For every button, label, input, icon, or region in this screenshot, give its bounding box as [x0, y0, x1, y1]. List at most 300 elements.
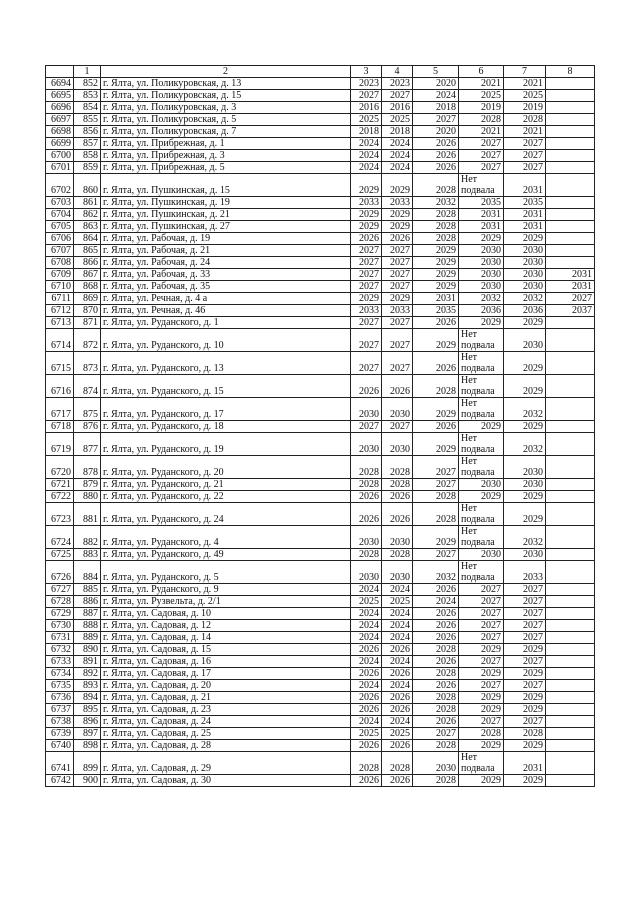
item-number-cell: 854: [74, 102, 101, 114]
address-cell: г. Ялта, ул. Рузвельта, д. 2/1: [101, 596, 351, 608]
year-col8-cell: [546, 775, 595, 787]
year-col8-cell: [546, 728, 595, 740]
year-col3-cell: 2026: [351, 375, 382, 398]
year-col8-cell: [546, 398, 595, 421]
year-col4-cell: 2026: [382, 503, 413, 526]
row-number-cell: 6702: [46, 174, 74, 197]
table-row: [46, 608, 595, 620]
year-col5-cell: 2026: [413, 352, 459, 375]
year-col7-cell: 2029: [504, 775, 546, 787]
year-col5-cell: 2029: [413, 245, 459, 257]
table-row: [46, 114, 595, 126]
row-number-cell: 6729: [46, 608, 74, 620]
row-number-cell: 6741: [46, 752, 74, 775]
year-col4-cell: 2027: [382, 317, 413, 329]
row-number-cell: 6698: [46, 126, 74, 138]
year-col4-cell: 2027: [382, 421, 413, 433]
year-col3-cell: 2027: [351, 329, 382, 352]
header-cell-3: 3: [351, 66, 382, 78]
row-number-cell: 6725: [46, 549, 74, 561]
col6-cell: 2029: [459, 704, 504, 716]
row-number-cell: 6732: [46, 644, 74, 656]
col6-cell: [459, 375, 504, 398]
year-col8-cell: [546, 608, 595, 620]
address-cell: г. Ялта, ул. Садовая, д. 14: [101, 632, 351, 644]
table-row: [46, 656, 595, 668]
row-number-cell: 6731: [46, 632, 74, 644]
year-col5-cell: 2029: [413, 257, 459, 269]
year-col8-cell: [546, 90, 595, 102]
year-col5-cell: 2024: [413, 596, 459, 608]
item-number-cell: 871: [74, 317, 101, 329]
year-col8-cell: [546, 668, 595, 680]
year-col5-cell: 2027: [413, 479, 459, 491]
item-number-cell: 857: [74, 138, 101, 150]
year-col4-cell: 2024: [382, 584, 413, 596]
year-col7-cell: 2029: [504, 503, 546, 526]
year-col4-cell: 2024: [382, 716, 413, 728]
table-row: [46, 421, 595, 433]
address-cell: г. Ялта, ул. Садовая, д. 30: [101, 775, 351, 787]
col6-cell: 2021: [459, 126, 504, 138]
item-number-cell: 858: [74, 150, 101, 162]
row-number-cell: 6740: [46, 740, 74, 752]
address-cell: г. Ялта, ул. Руданского, д. 18: [101, 421, 351, 433]
year-col4-cell: 2026: [382, 740, 413, 752]
table-row: [46, 138, 595, 150]
item-number-cell: 862: [74, 209, 101, 221]
year-col3-cell: 2027: [351, 269, 382, 281]
year-col7-cell: 2032: [504, 526, 546, 549]
table-row: [46, 209, 595, 221]
no-basement-line2: подвала: [461, 467, 495, 478]
row-number-cell: 6739: [46, 728, 74, 740]
address-cell: г. Ялта, ул. Садовая, д. 23: [101, 704, 351, 716]
address-cell: г. Ялта, ул. Прибрежная, д. 3: [101, 150, 351, 162]
no-basement-line1: Нет: [461, 375, 478, 386]
row-number-cell: 6717: [46, 398, 74, 421]
address-cell: г. Ялта, ул. Поликуровская, д. 15: [101, 90, 351, 102]
col6-cell: [459, 433, 504, 456]
year-col7-cell: 2028: [504, 114, 546, 126]
year-col8-cell: 2027: [546, 293, 595, 305]
row-number-cell: 6714: [46, 329, 74, 352]
item-number-cell: 894: [74, 692, 101, 704]
year-col5-cell: 2028: [413, 668, 459, 680]
col6-cell: [459, 352, 504, 375]
table-row: [46, 680, 595, 692]
year-col8-cell: [546, 561, 595, 584]
item-number-cell: 870: [74, 305, 101, 317]
row-number-cell: 6696: [46, 102, 74, 114]
item-number-cell: 896: [74, 716, 101, 728]
year-col5-cell: 2020: [413, 78, 459, 90]
address-cell: г. Ялта, ул. Рабочая, д. 24: [101, 257, 351, 269]
row-number-cell: 6727: [46, 584, 74, 596]
row-number-cell: 6738: [46, 716, 74, 728]
table-row: [46, 433, 595, 456]
year-col7-cell: 2030: [504, 479, 546, 491]
no-basement-line2: подвала: [461, 514, 495, 525]
year-col4-cell: 2030: [382, 398, 413, 421]
year-col4-cell: 2027: [382, 281, 413, 293]
col6-cell: 2031: [459, 221, 504, 233]
year-col3-cell: 2028: [351, 752, 382, 775]
item-number-cell: 878: [74, 456, 101, 479]
no-basement-line2: подвала: [461, 363, 495, 374]
year-col5-cell: 2029: [413, 329, 459, 352]
year-col3-cell: 2028: [351, 456, 382, 479]
year-col8-cell: [546, 329, 595, 352]
year-col7-cell: 2027: [504, 596, 546, 608]
year-col7-cell: 2036: [504, 305, 546, 317]
year-col4-cell: 2016: [382, 102, 413, 114]
year-col8-cell: [546, 209, 595, 221]
table-row: [46, 174, 595, 197]
year-col3-cell: 2026: [351, 644, 382, 656]
year-col7-cell: 2029: [504, 704, 546, 716]
year-col3-cell: 2026: [351, 491, 382, 503]
year-col4-cell: 2026: [382, 491, 413, 503]
year-col4-cell: 2026: [382, 692, 413, 704]
year-col7-cell: 2029: [504, 375, 546, 398]
year-col4-cell: 2030: [382, 433, 413, 456]
year-col5-cell: 2030: [413, 752, 459, 775]
year-col8-cell: [546, 479, 595, 491]
year-col4-cell: 2024: [382, 632, 413, 644]
address-cell: г. Ялта, ул. Поликуровская, д. 13: [101, 78, 351, 90]
item-number-cell: 868: [74, 281, 101, 293]
item-number-cell: 861: [74, 197, 101, 209]
year-col3-cell: 2025: [351, 596, 382, 608]
col6-cell: 2029: [459, 692, 504, 704]
year-col7-cell: 2030: [504, 329, 546, 352]
year-col8-cell: [546, 162, 595, 174]
row-number-cell: 6694: [46, 78, 74, 90]
table-row: [46, 257, 595, 269]
year-col8-cell: [546, 692, 595, 704]
row-number-cell: 6708: [46, 257, 74, 269]
year-col7-cell: 2030: [504, 549, 546, 561]
year-col8-cell: 2031: [546, 269, 595, 281]
year-col3-cell: 2026: [351, 503, 382, 526]
table-row: [46, 716, 595, 728]
row-number-cell: 6713: [46, 317, 74, 329]
year-col3-cell: 2024: [351, 162, 382, 174]
col6-cell: 2032: [459, 293, 504, 305]
year-col8-cell: [546, 174, 595, 197]
item-number-cell: 887: [74, 608, 101, 620]
year-col8-cell: [546, 233, 595, 245]
year-col8-cell: [546, 456, 595, 479]
item-number-cell: 898: [74, 740, 101, 752]
address-cell: г. Ялта, ул. Пушкинская, д. 27: [101, 221, 351, 233]
year-col5-cell: 2028: [413, 692, 459, 704]
col6-cell: 2027: [459, 656, 504, 668]
item-number-cell: 860: [74, 174, 101, 197]
no-basement-line2: подвала: [461, 572, 495, 583]
table-row: [46, 126, 595, 138]
year-col5-cell: 2029: [413, 398, 459, 421]
row-number-cell: 6723: [46, 503, 74, 526]
table-row: [46, 740, 595, 752]
header-cell-7: 7: [504, 66, 546, 78]
table-row: [46, 479, 595, 491]
year-col8-cell: [546, 126, 595, 138]
table-row: [46, 491, 595, 503]
address-cell: г. Ялта, ул. Руданского, д. 5: [101, 561, 351, 584]
year-col8-cell: [546, 352, 595, 375]
year-col4-cell: 2033: [382, 305, 413, 317]
col6-cell: [459, 526, 504, 549]
year-col7-cell: 2021: [504, 126, 546, 138]
year-col7-cell: 2030: [504, 257, 546, 269]
year-col8-cell: [546, 421, 595, 433]
year-col4-cell: 2024: [382, 620, 413, 632]
item-number-cell: 874: [74, 375, 101, 398]
address-cell: г. Ялта, ул. Руданского, д. 49: [101, 549, 351, 561]
year-col7-cell: 2029: [504, 352, 546, 375]
year-col3-cell: 2029: [351, 293, 382, 305]
year-col4-cell: 2018: [382, 126, 413, 138]
item-number-cell: 884: [74, 561, 101, 584]
row-number-cell: 6734: [46, 668, 74, 680]
year-col5-cell: 2032: [413, 197, 459, 209]
year-col3-cell: 2026: [351, 775, 382, 787]
col6-cell: [459, 174, 504, 197]
no-basement-line1: Нет: [461, 456, 478, 467]
address-cell: г. Ялта, ул. Пушкинская, д. 19: [101, 197, 351, 209]
item-number-cell: 864: [74, 233, 101, 245]
address-cell: г. Ялта, ул. Руданского, д. 22: [101, 491, 351, 503]
table-row: [46, 375, 595, 398]
year-col3-cell: 2029: [351, 209, 382, 221]
year-col8-cell: [546, 257, 595, 269]
table-row: [46, 728, 595, 740]
year-col4-cell: 2028: [382, 549, 413, 561]
year-col5-cell: 2026: [413, 680, 459, 692]
year-col3-cell: 2027: [351, 281, 382, 293]
year-col8-cell: [546, 375, 595, 398]
year-col7-cell: 2019: [504, 102, 546, 114]
no-basement-line1: Нет: [461, 329, 478, 340]
item-number-cell: 879: [74, 479, 101, 491]
year-col7-cell: 2027: [504, 656, 546, 668]
table-row: [46, 775, 595, 787]
table-row: [46, 692, 595, 704]
year-col5-cell: 2029: [413, 281, 459, 293]
year-col5-cell: 2026: [413, 421, 459, 433]
year-col3-cell: 2026: [351, 704, 382, 716]
year-col4-cell: 2029: [382, 221, 413, 233]
year-col3-cell: 2026: [351, 740, 382, 752]
item-number-cell: 863: [74, 221, 101, 233]
address-cell: г. Ялта, ул. Речная, д. 46: [101, 305, 351, 317]
address-cell: г. Ялта, ул. Садовая, д. 20: [101, 680, 351, 692]
no-basement-line1: Нет: [461, 752, 478, 763]
col6-cell: 2029: [459, 491, 504, 503]
no-basement-line1: Нет: [461, 503, 478, 514]
table-row: [46, 329, 595, 352]
row-number-cell: 6721: [46, 479, 74, 491]
year-col5-cell: 2028: [413, 503, 459, 526]
year-col8-cell: [546, 752, 595, 775]
item-number-cell: 873: [74, 352, 101, 375]
address-cell: г. Ялта, ул. Прибрежная, д. 5: [101, 162, 351, 174]
address-cell: г. Ялта, ул. Садовая, д. 21: [101, 692, 351, 704]
year-col8-cell: [546, 704, 595, 716]
col6-cell: 2030: [459, 269, 504, 281]
year-col4-cell: 2028: [382, 479, 413, 491]
address-cell: г. Ялта, ул. Пушкинская, д. 21: [101, 209, 351, 221]
year-col8-cell: [546, 245, 595, 257]
year-col3-cell: 2027: [351, 245, 382, 257]
year-col4-cell: 2024: [382, 656, 413, 668]
year-col4-cell: 2033: [382, 197, 413, 209]
address-cell: г. Ялта, ул. Садовая, д. 12: [101, 620, 351, 632]
year-col7-cell: 2027: [504, 608, 546, 620]
year-col4-cell: 2027: [382, 245, 413, 257]
year-col5-cell: 2028: [413, 209, 459, 221]
address-cell: г. Ялта, ул. Рабочая, д. 33: [101, 269, 351, 281]
address-cell: г. Ялта, ул. Руданского, д. 17: [101, 398, 351, 421]
col6-cell: 2029: [459, 740, 504, 752]
year-col3-cell: 2024: [351, 716, 382, 728]
header-cell-4: 4: [382, 66, 413, 78]
item-number-cell: 888: [74, 620, 101, 632]
year-col5-cell: 2028: [413, 221, 459, 233]
address-cell: г. Ялта, ул. Руданского, д. 15: [101, 375, 351, 398]
item-number-cell: 880: [74, 491, 101, 503]
year-col7-cell: 2030: [504, 281, 546, 293]
year-col7-cell: 2027: [504, 680, 546, 692]
table-row: [46, 704, 595, 716]
item-number-cell: 876: [74, 421, 101, 433]
year-col7-cell: 2030: [504, 245, 546, 257]
year-col4-cell: 2026: [382, 644, 413, 656]
year-col5-cell: 2029: [413, 526, 459, 549]
col6-cell: 2027: [459, 138, 504, 150]
year-col3-cell: 2024: [351, 620, 382, 632]
year-col8-cell: [546, 526, 595, 549]
year-col3-cell: 2027: [351, 421, 382, 433]
year-col3-cell: 2024: [351, 584, 382, 596]
no-basement-line2: подвала: [461, 340, 495, 351]
col6-cell: 2031: [459, 209, 504, 221]
item-number-cell: 883: [74, 549, 101, 561]
address-cell: г. Ялта, ул. Руданского, д. 19: [101, 433, 351, 456]
address-cell: г. Ялта, ул. Садовая, д. 10: [101, 608, 351, 620]
header-cell-5: 5: [413, 66, 459, 78]
address-cell: г. Ялта, ул. Садовая, д. 29: [101, 752, 351, 775]
col6-cell: 2027: [459, 584, 504, 596]
col6-cell: 2030: [459, 245, 504, 257]
year-col3-cell: 2016: [351, 102, 382, 114]
year-col3-cell: 2027: [351, 257, 382, 269]
year-col4-cell: 2026: [382, 375, 413, 398]
year-col5-cell: 2028: [413, 704, 459, 716]
year-col8-cell: [546, 596, 595, 608]
col6-cell: [459, 561, 504, 584]
row-number-cell: 6707: [46, 245, 74, 257]
year-col7-cell: 2028: [504, 728, 546, 740]
no-basement-line2: подвала: [461, 537, 495, 548]
row-number-cell: 6724: [46, 526, 74, 549]
year-col8-cell: [546, 716, 595, 728]
table-row: [46, 526, 595, 549]
item-number-cell: 877: [74, 433, 101, 456]
year-col8-cell: [546, 317, 595, 329]
year-col3-cell: 2027: [351, 352, 382, 375]
year-col5-cell: 2028: [413, 491, 459, 503]
year-col5-cell: 2026: [413, 716, 459, 728]
address-cell: г. Ялта, ул. Рабочая, д. 19: [101, 233, 351, 245]
year-col8-cell: [546, 197, 595, 209]
year-col8-cell: [546, 644, 595, 656]
year-col3-cell: 2025: [351, 728, 382, 740]
year-col3-cell: 2024: [351, 656, 382, 668]
year-col4-cell: 2028: [382, 752, 413, 775]
address-cell: г. Ялта, ул. Руданского, д. 13: [101, 352, 351, 375]
table-row: [46, 150, 595, 162]
year-col7-cell: 2027: [504, 620, 546, 632]
year-col3-cell: 2028: [351, 549, 382, 561]
col6-cell: 2021: [459, 78, 504, 90]
year-col7-cell: 2031: [504, 221, 546, 233]
item-number-cell: 893: [74, 680, 101, 692]
year-col7-cell: 2029: [504, 491, 546, 503]
year-col4-cell: 2026: [382, 704, 413, 716]
year-col3-cell: 2030: [351, 398, 382, 421]
year-col7-cell: 2029: [504, 421, 546, 433]
row-number-cell: 6704: [46, 209, 74, 221]
col6-cell: [459, 329, 504, 352]
address-cell: г. Ялта, ул. Поликуровская, д. 3: [101, 102, 351, 114]
year-col8-cell: [546, 78, 595, 90]
item-number-cell: 895: [74, 704, 101, 716]
address-cell: г. Ялта, ул. Садовая, д. 25: [101, 728, 351, 740]
year-col5-cell: 2028: [413, 644, 459, 656]
no-basement-line1: Нет: [461, 398, 478, 409]
year-col7-cell: 2027: [504, 162, 546, 174]
year-col7-cell: 2031: [504, 174, 546, 197]
year-col7-cell: 2030: [504, 269, 546, 281]
item-number-cell: 855: [74, 114, 101, 126]
year-col4-cell: 2026: [382, 775, 413, 787]
col6-cell: 2028: [459, 728, 504, 740]
year-col7-cell: 2029: [504, 692, 546, 704]
year-col7-cell: 2021: [504, 78, 546, 90]
year-col8-cell: [546, 503, 595, 526]
year-col4-cell: 2024: [382, 138, 413, 150]
no-basement-line2: подвала: [461, 444, 495, 455]
year-col5-cell: 2027: [413, 456, 459, 479]
year-col7-cell: 2029: [504, 233, 546, 245]
item-number-cell: 853: [74, 90, 101, 102]
table-row: [46, 293, 595, 305]
col6-cell: 2030: [459, 549, 504, 561]
year-col7-cell: 2027: [504, 632, 546, 644]
item-number-cell: 865: [74, 245, 101, 257]
year-col5-cell: 2026: [413, 620, 459, 632]
year-col8-cell: [546, 150, 595, 162]
row-number-cell: 6718: [46, 421, 74, 433]
year-col3-cell: 2024: [351, 632, 382, 644]
year-col4-cell: 2030: [382, 526, 413, 549]
address-cell: г. Ялта, ул. Садовая, д. 24: [101, 716, 351, 728]
year-col3-cell: 2018: [351, 126, 382, 138]
header-cell-6: 6: [459, 66, 504, 78]
